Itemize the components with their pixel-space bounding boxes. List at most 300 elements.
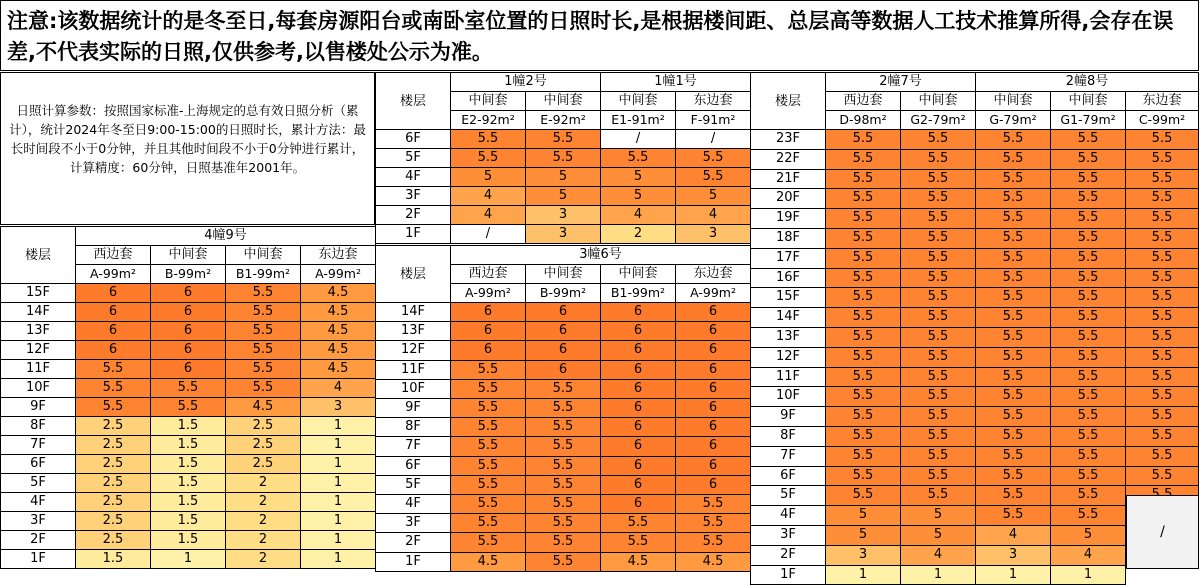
table-row [751,248,1199,268]
floor-label: 8F [751,426,826,446]
table-row [376,130,751,149]
floor-label: 23F [751,130,826,150]
floor-label: 10F [376,379,451,398]
table-row [376,149,751,168]
floor-label: 11F [1,360,76,379]
sunshine-hours-cell: 5.5 [826,288,901,308]
sunshine-hours-cell: 5.5 [1051,407,1126,427]
empty-cell-mark: / [1126,495,1199,569]
floor-header: 楼层 [376,246,451,303]
sunshine-hours-cell: 5.5 [1126,466,1199,486]
sunshine-hours-cell: 5.5 [1126,446,1199,466]
unit-position: 东边套 [676,265,751,284]
unit-position: 西边套 [451,265,526,284]
table-row [376,360,751,379]
unit-area: A-99m² [451,284,526,303]
sunshine-hours-cell: 6 [526,322,601,341]
sunshine-hours-cell: 6 [601,360,676,379]
floor-label: 14F [1,303,76,322]
sunshine-hours-cell: 5.5 [901,268,976,288]
sunshine-hours-cell: 1 [976,565,1051,585]
sunshine-hours-cell: 1 [826,565,901,585]
sunshine-hours-cell: 5.5 [1126,308,1199,328]
sunshine-hours-cell: 5.5 [901,387,976,407]
sunshine-hours-cell: 5.5 [976,130,1051,150]
sunshine-hours-cell: 5.5 [1051,189,1126,209]
table-row [1,284,376,303]
sunshine-hours-cell: 1 [301,417,376,436]
unit-area: C-99m² [1126,111,1199,130]
sunshine-hours-cell: 5.5 [451,514,526,533]
sunshine-hours-cell: 5.5 [826,189,901,209]
table-row [1,303,376,322]
sunshine-hours-cell: 1.5 [151,474,226,493]
unit-area: D-98m² [826,111,901,130]
floor-label: 5F [376,149,451,168]
header-row [376,246,751,265]
sunshine-hours-cell: 6 [601,399,676,418]
sunshine-hours-cell: 5.5 [976,407,1051,427]
sunshine-hours-cell: 5.5 [826,407,901,427]
sunshine-hours-cell: 4 [901,545,976,565]
sunshine-hours-cell: 5.5 [901,466,976,486]
table-row [376,552,751,571]
sunshine-hours-cell: 5.5 [76,398,151,417]
sunshine-hours-cell: 5.5 [526,130,601,149]
sunshine-hours-cell: 5.5 [1051,169,1126,189]
sunshine-hours-cell: 5.5 [226,379,301,398]
sunshine-hours-cell: 5 [526,187,601,206]
floor-label: 12F [1,341,76,360]
floor-label: 14F [751,308,826,328]
sunshine-hours-cell: 2 [226,493,301,512]
floor-header: 楼层 [1,227,76,284]
table-row [376,456,751,475]
sunshine-hours-cell: 5.5 [1051,248,1126,268]
sunshine-hours-cell: 5.5 [151,398,226,417]
sunshine-hours-cell: 1.5 [151,436,226,455]
floor-label: 2F [751,545,826,565]
sunshine-hours-cell: 5.5 [976,228,1051,248]
sunshine-hours-cell: 2.5 [226,417,301,436]
unit-area: F-91m² [676,111,751,130]
table-building4 [0,226,376,569]
floor-label: 20F [751,189,826,209]
table-row [376,187,751,206]
sunshine-hours-cell: 5.5 [1126,228,1199,248]
table-row [376,168,751,187]
table-row [1,341,376,360]
sunshine-hours-cell: 6 [76,303,151,322]
floor-label: 16F [751,268,826,288]
sunshine-hours-cell: 5.5 [826,426,901,446]
sunshine-hours-cell: 6 [151,284,226,303]
sunshine-hours-cell: 1 [301,493,376,512]
sunshine-hours-cell: 6 [526,341,601,360]
sunshine-hours-cell: 6 [676,303,751,322]
floor-label: 10F [751,387,826,407]
sunshine-hours-cell: 1.5 [151,417,226,436]
sunshine-hours-cell: 5.5 [1126,347,1199,367]
sunshine-hours-cell: 6 [601,418,676,437]
building-name: 4幢9号 [76,227,376,246]
unit-position: 中间套 [976,92,1051,111]
sunshine-hours-cell: 6 [76,284,151,303]
sunshine-hours-cell: 2.5 [226,455,301,474]
sunshine-hours-cell: 4 [601,206,676,225]
sunshine-hours-cell: 5.5 [451,475,526,494]
sunshine-hours-cell: 5.5 [826,268,901,288]
sunshine-hours-cell: 5.5 [1051,288,1126,308]
unit-area: E-92m² [526,111,601,130]
sunshine-hours-cell: 5.5 [976,367,1051,387]
sunshine-hours-cell: 5.5 [451,437,526,456]
sunshine-hours-cell: 5.5 [1051,506,1126,526]
sunshine-hours-cell: 5.5 [901,308,976,328]
floor-label: 15F [1,284,76,303]
table-row [751,268,1199,288]
sunshine-hours-cell: 6 [151,322,226,341]
sunshine-hours-cell: 5.5 [901,149,976,169]
table-row [1,398,376,417]
sunshine-hours-cell: 6 [676,341,751,360]
sunshine-hours-cell: 6 [676,418,751,437]
unit-area: A-99m² [76,265,151,284]
unit-position: 中间套 [451,92,526,111]
sunshine-hours-cell: / [601,130,676,149]
sunshine-hours-cell: 5.5 [901,228,976,248]
sunshine-hours-cell: 5.5 [976,506,1051,526]
sunshine-hours-cell: 5.5 [826,347,901,367]
table-building1 [375,72,751,244]
floor-label: 8F [1,417,76,436]
sunshine-hours-cell: 5.5 [1051,327,1126,347]
sunshine-hours-cell: 5.5 [826,149,901,169]
sunshine-hours-cell: 5.5 [901,426,976,446]
calculation-note: 日照计算参数：按照国家标准-上海规定的总有效日照分析（累计），统计2024年冬至日9:00-15:00的日照时长，累计方法：最长时间段不小于0分钟，并且其他时间段不小于0分钟进行累计，计算精度：60分钟，日照基准年2001年。 [0,72,375,225]
sunshine-hours-cell: 5.5 [76,360,151,379]
sunshine-hours-cell: 5.5 [976,486,1051,506]
table-row [751,347,1199,367]
table-row [376,514,751,533]
table-row [1,512,376,531]
header-row [1,227,376,246]
floor-label: 11F [376,360,451,379]
sunshine-hours-cell: 4.5 [301,341,376,360]
floor-label: 14F [376,303,451,322]
sunshine-hours-cell: 5.5 [1126,407,1199,427]
sunshine-hours-cell: 6 [451,303,526,322]
sunshine-hours-cell: 5.5 [901,407,976,427]
sunshine-hours-cell: 6 [601,495,676,514]
sunshine-hours-cell: 5.5 [826,367,901,387]
sunshine-hours-cell: 2.5 [76,455,151,474]
sunshine-hours-cell: 5.5 [1126,387,1199,407]
sunshine-hours-cell: 5.5 [451,456,526,475]
sunshine-hours-cell: 5.5 [451,130,526,149]
table-row [1,550,376,569]
floor-label: 4F [1,493,76,512]
sunshine-hours-cell: 5 [451,168,526,187]
sunshine-hours-cell: 6 [676,437,751,456]
sunshine-hours-cell: 5.5 [976,327,1051,347]
sunshine-hours-cell: 5 [1051,525,1126,545]
sunshine-hours-cell: 5.5 [226,360,301,379]
sunshine-hours-cell: 5.5 [526,149,601,168]
sunshine-hours-cell: 6 [76,322,151,341]
sunshine-hours-cell: 5.5 [1051,347,1126,367]
sunshine-hours-cell: 4 [451,187,526,206]
sunshine-hours-cell: 5.5 [1051,387,1126,407]
sunshine-hours-cell: 1.5 [76,550,151,569]
sunshine-hours-cell: 5.5 [901,288,976,308]
sunshine-hours-cell: 2.5 [76,417,151,436]
unit-position: 东边套 [301,246,376,265]
sunshine-hours-cell: 1 [901,565,976,585]
table-row [751,327,1199,347]
floor-label: 3F [376,514,451,533]
sunshine-hours-cell: 5.5 [526,456,601,475]
sunshine-hours-cell: 5 [826,506,901,526]
floor-label: 9F [376,399,451,418]
sunshine-hours-cell: 6 [151,341,226,360]
unit-position: 中间套 [1051,92,1126,111]
floor-label: 18F [751,228,826,248]
floor-label: 13F [1,322,76,341]
table-row [376,322,751,341]
sunshine-hours-cell: 3 [976,545,1051,565]
sunshine-hours-cell: 2 [226,474,301,493]
sunshine-hours-cell: 4 [676,206,751,225]
sunshine-hours-cell: 5.5 [901,209,976,229]
header-row [751,73,1199,92]
sunshine-hours-cell: / [676,130,751,149]
sunshine-hours-cell: 5.5 [1051,228,1126,248]
sunshine-hours-cell: 6 [601,475,676,494]
sunshine-hours-cell: 5.5 [901,347,976,367]
floor-label: 2F [376,533,451,552]
table-row [751,228,1199,248]
sunshine-hours-cell: 5.5 [901,486,976,506]
sunshine-hours-cell: 5.5 [1051,308,1126,328]
table-row [751,466,1199,486]
sunshine-hours-cell: 2 [226,550,301,569]
unit-area: E1-91m² [601,111,676,130]
unit-position: 东边套 [676,92,751,111]
sunshine-hours-cell: 5.5 [526,379,601,398]
sunshine-hours-cell: 5.5 [1126,149,1199,169]
sunshine-hours-cell: 2.5 [76,512,151,531]
unit-position: 西边套 [826,92,901,111]
sunshine-hours-cell: 5.5 [76,379,151,398]
table-row [376,399,751,418]
unit-position: 中间套 [151,246,226,265]
floor-label: 1F [1,550,76,569]
sunshine-hours-cell: 5.5 [226,322,301,341]
floor-label: 9F [1,398,76,417]
sunshine-hours-cell: 5.5 [1126,327,1199,347]
sunshine-hours-cell: 5.5 [1051,149,1126,169]
sunshine-hours-cell: 5.5 [226,303,301,322]
sunshine-hours-cell: 5.5 [976,426,1051,446]
floor-label: 7F [376,437,451,456]
sunshine-hours-cell: 5.5 [1126,189,1199,209]
sunshine-hours-cell: 6 [601,322,676,341]
sunshine-hours-cell: 4.5 [226,398,301,417]
sunshine-hours-cell: 5.5 [976,268,1051,288]
sunshine-hours-cell: 4 [1051,545,1126,565]
unit-position: 中间套 [901,92,976,111]
sunshine-hours-cell: 5.5 [976,466,1051,486]
sunshine-hours-cell: 5.5 [226,284,301,303]
sunshine-hours-cell: 1.5 [151,512,226,531]
unit-area: G-79m² [976,111,1051,130]
floor-label: 7F [751,446,826,466]
sunshine-hours-cell: 5.5 [601,149,676,168]
table-row [751,169,1199,189]
table-building3 [375,245,751,572]
table-row [376,341,751,360]
sunshine-hours-cell: 5.5 [901,446,976,466]
table-row [376,418,751,437]
sunshine-hours-cell: 5.5 [901,327,976,347]
header-row [376,73,751,92]
sunshine-hours-cell: 5 [601,187,676,206]
table-row [1,436,376,455]
sunshine-hours-cell: 1 [151,550,226,569]
sunshine-hours-cell: 5.5 [826,327,901,347]
sunshine-hours-cell: 5 [901,506,976,526]
floor-label: 8F [376,418,451,437]
floor-label: 6F [376,130,451,149]
floor-label: 21F [751,169,826,189]
floor-label: 17F [751,248,826,268]
floor-label: 7F [1,436,76,455]
sunshine-hours-cell: 5.5 [826,308,901,328]
sunshine-hours-cell: 6 [526,360,601,379]
sunshine-hours-cell: 4.5 [451,552,526,571]
sunshine-hours-cell: 2.5 [76,493,151,512]
floor-label: 22F [751,149,826,169]
unit-position: 中间套 [601,265,676,284]
sunshine-hours-cell: 5.5 [901,367,976,387]
sunshine-hours-cell: 5.5 [826,228,901,248]
floor-label: 13F [376,322,451,341]
sunshine-hours-cell: 5.5 [1126,288,1199,308]
sunshine-hours-cell: 5 [676,187,751,206]
table-row [376,225,751,244]
sunshine-hours-cell: 1.5 [151,531,226,550]
unit-position: 中间套 [526,265,601,284]
sunshine-hours-cell: 3 [826,545,901,565]
sunshine-hours-cell: 5.5 [1126,130,1199,150]
sunshine-hours-cell: 5.5 [1126,209,1199,229]
sunshine-hours-cell: 5.5 [676,495,751,514]
sunshine-hours-cell: 5.5 [151,379,226,398]
unit-area: G1-79m² [1051,111,1126,130]
sunshine-hours-cell: 5.5 [976,248,1051,268]
sunshine-hours-cell: 1 [301,436,376,455]
sunshine-hours-cell: 5.5 [1126,268,1199,288]
table-row [751,426,1199,446]
table-row [1,417,376,436]
building-name: 2幢8号 [976,73,1199,92]
sunshine-hours-cell: 2 [601,225,676,244]
table-row [751,288,1199,308]
table-row [1,531,376,550]
sunshine-hours-cell: 5.5 [526,399,601,418]
sunshine-hours-cell: 5.5 [1126,248,1199,268]
sunshine-hours-cell: 5 [601,168,676,187]
sunshine-hours-cell: 3 [526,225,601,244]
floor-label: 5F [1,474,76,493]
floor-label: 6F [376,456,451,475]
sunshine-hours-cell: 5.5 [526,533,601,552]
sunshine-hours-cell: 5.5 [901,248,976,268]
unit-position: 东边套 [1126,92,1199,111]
sunshine-hours-cell: 5 [826,525,901,545]
sunshine-hours-cell: 4.5 [676,552,751,571]
floor-label: 3F [376,187,451,206]
sunshine-hours-cell: 5.5 [826,209,901,229]
sunshine-hours-cell: 5.5 [976,189,1051,209]
sunshine-hours-cell: 5.5 [676,168,751,187]
page-title: 注意:该数据统计的是冬至日,每套房源阳台或南卧室位置的日照时长,是根据楼间距、总层高等数据人工技术推算所得,会存在误差,不代表实际的日照,仅供参考,以售楼处公示为准。 [0,0,1199,71]
floor-label: 3F [751,525,826,545]
sunshine-hours-cell: 6 [676,379,751,398]
sunshine-hours-cell: 5.5 [1051,367,1126,387]
sunshine-hours-cell: 4.5 [301,284,376,303]
sunshine-hours-cell: 6 [676,399,751,418]
table-row [1,474,376,493]
sunshine-hours-cell: 5.5 [1051,209,1126,229]
sunshine-hours-cell: 5.5 [1051,268,1126,288]
table-row [376,533,751,552]
table-row [751,130,1199,150]
floor-label: 13F [751,327,826,347]
table-row [751,367,1199,387]
sunshine-hours-cell: 6 [676,475,751,494]
sunshine-hours-cell: 4.5 [301,322,376,341]
sunshine-hours-cell: 5.5 [976,209,1051,229]
unit-position: 西边套 [76,246,151,265]
floor-label: 4F [376,168,451,187]
sunshine-hours-cell: 5.5 [1051,466,1126,486]
sunshine-hours-cell: 5.5 [901,130,976,150]
building-name: 2幢7号 [826,73,976,92]
sunshine-hours-cell: 5.5 [976,308,1051,328]
unit-area: E2-92m² [451,111,526,130]
sunshine-hours-cell: 5.5 [451,418,526,437]
sunshine-hours-cell: 1 [301,512,376,531]
floor-header: 楼层 [751,73,826,130]
sunshine-hours-cell: 5.5 [826,486,901,506]
sunshine-hours-cell: 6 [676,322,751,341]
sunshine-hours-cell: 6 [151,303,226,322]
sunshine-hours-cell: 6 [76,341,151,360]
table-row [751,189,1199,209]
sunshine-hours-cell: 5.5 [526,552,601,571]
sunshine-hours-cell: 6 [676,360,751,379]
unit-area: A-99m² [676,284,751,303]
table-row [1,455,376,474]
sunshine-hours-cell: 4 [451,206,526,225]
floor-label: 11F [751,367,826,387]
table-row [1,493,376,512]
table-row [1,379,376,398]
table-row [376,495,751,514]
sunshine-hours-cell: 5.5 [826,446,901,466]
